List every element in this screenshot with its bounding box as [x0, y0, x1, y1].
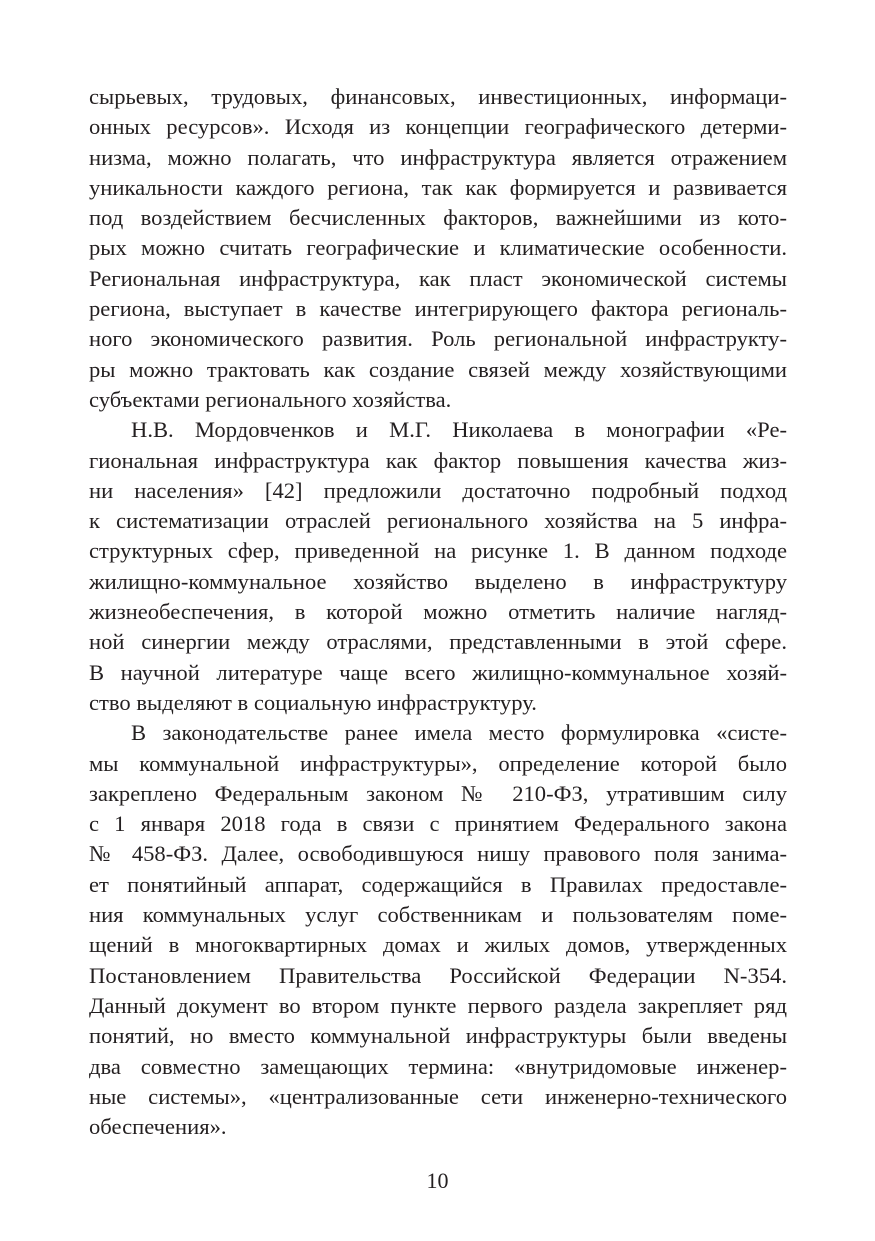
paragraph: [89, 82, 787, 415]
text-line: два совместно замещающих термина: «внутридомовые инженер-: [89, 1053, 787, 1079]
text-line: Региональная инфраструктура, как пласт экономической системы: [89, 265, 787, 291]
text-line: Постановлением Правительства Российской Федерации N-354.: [89, 962, 787, 988]
text-line: с 1 января 2018 года в связи с принятием Федерального закона: [89, 811, 787, 837]
page-number: 10: [426, 1168, 449, 1193]
text-line: под воздействием бесчисленных факторов, важнейшими из кото-: [89, 205, 787, 231]
text-line: рых можно считать географические и климатические особенности.: [89, 235, 787, 261]
text-line: жилищно-коммунальное хозяйство выделено в инфраструктуру: [89, 568, 787, 594]
text-line: ство выделяют в социальную инфраструктуру.: [89, 689, 537, 715]
text-line: ные системы», «централизованные сети инженерно-технического: [89, 1083, 787, 1109]
text-line: гиональная инфраструктура как фактор повышения качества жиз-: [89, 447, 787, 473]
paragraph: [89, 718, 787, 1142]
text-line: к систематизации отраслей регионального хозяйства на 5 инфра-: [89, 508, 787, 534]
text-line: ет понятийный аппарат, содержащийся в Правилах предоставле-: [89, 871, 787, 897]
text-line: жизнеобеспечения, в которой можно отметить наличие нагляд-: [89, 599, 787, 625]
text-line: региона, выступает в качестве интегрирующего фактора региональ-: [89, 296, 787, 322]
text-line: уникальности каждого региона, так как формируется и развивается: [89, 174, 787, 200]
text-line: ния коммунальных услуг собственникам и пользователям поме-: [89, 902, 787, 928]
paragraph: [89, 415, 787, 718]
text-line: низма, можно полагать, что инфраструктура является отражением: [89, 144, 787, 170]
text-line: ной синергии между отраслями, представленными в этой сфере.: [89, 629, 787, 655]
text-line: № 458-ФЗ. Далее, освободившуюся нишу правового поля занима-: [89, 841, 787, 867]
text-line: В законодательстве ранее имела место формулировка «систе-: [131, 720, 787, 746]
text-line: Н.В. Мордовченков и М.Г. Николаева в монографии «Ре-: [131, 417, 787, 443]
text-line: ного экономического развития. Роль региональной инфраструкту-: [89, 326, 787, 352]
text-line: субъектами регионального хозяйства.: [89, 386, 452, 412]
text-line: понятий, но вместо коммунальной инфраструктуры были введены: [89, 1023, 787, 1049]
text-line: закреплено Федеральным законом № 210-ФЗ, утратившим силу: [89, 780, 787, 806]
text-line: В научной литературе чаще всего жилищно-коммунальное хозяй-: [89, 659, 787, 685]
text-line: сырьевых, трудовых, финансовых, инвестиционных, информаци-: [89, 84, 787, 109]
text-line: обеспечения».: [89, 1114, 227, 1140]
text-line: онных ресурсов». Исходя из концепции географического детерми-: [89, 114, 787, 140]
text-line: мы коммунальной инфраструктуры», определение которой было: [89, 750, 787, 776]
body-text: [89, 82, 787, 1142]
text-line: ры можно трактовать как создание связей между хозяйствующими: [89, 356, 787, 382]
text-line: Данный документ во втором пункте первого раздела закрепляет ряд: [89, 992, 787, 1018]
text-line: щений в многоквартирных домах и жилых домов, утвержденных: [89, 932, 787, 958]
text-line: ни населения» [42] предложили достаточно подробный подход: [89, 477, 787, 503]
text-line: структурных сфер, приведенной на рисунке 1. В данном подходе: [89, 538, 787, 564]
